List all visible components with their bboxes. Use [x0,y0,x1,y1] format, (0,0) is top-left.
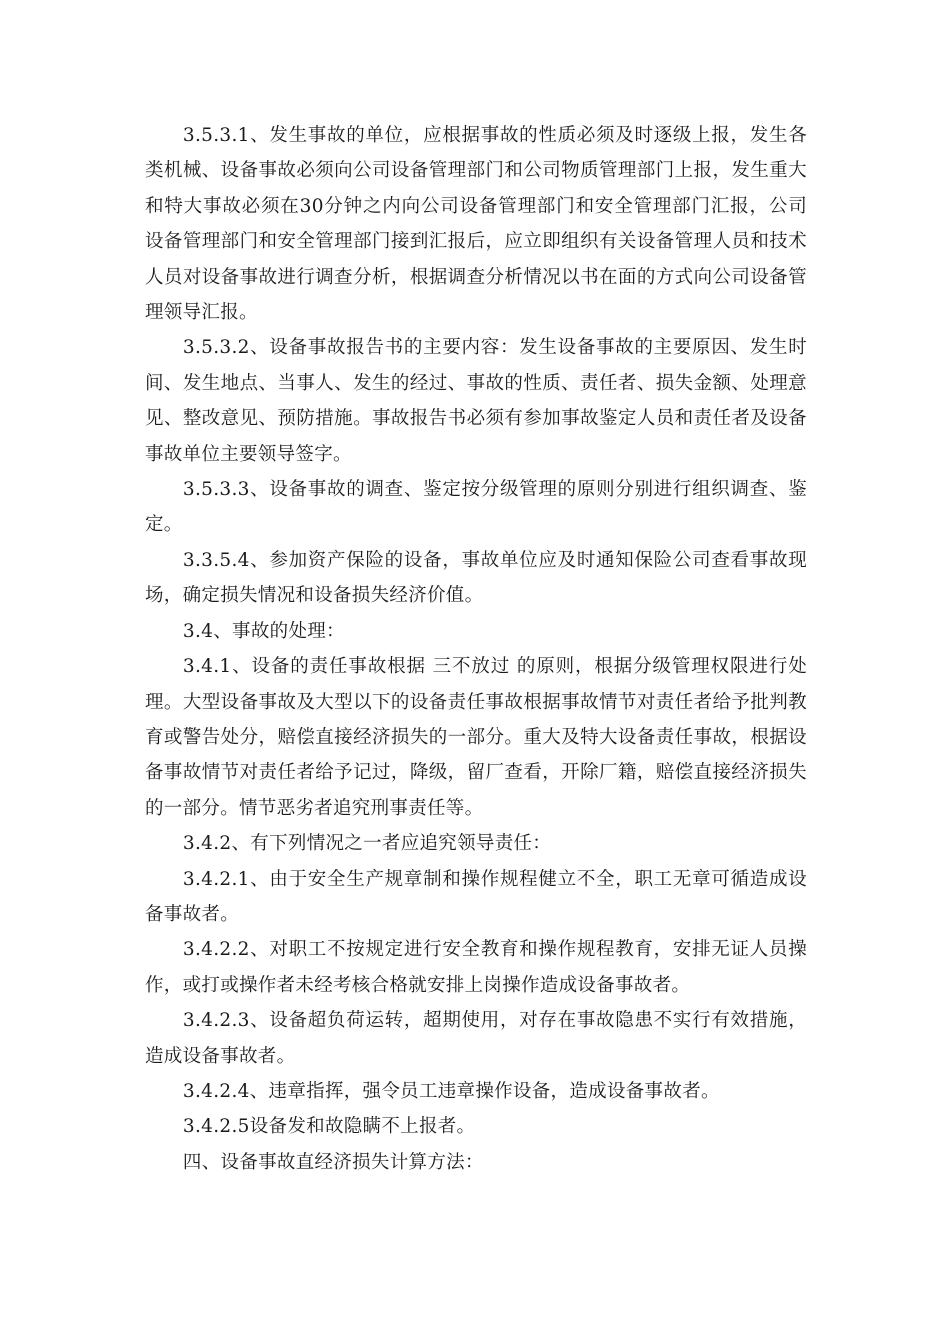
document-body [145,118,807,1180]
paragraph-3-4-2-3: 3.4.2.3、设备超负荷运转，超期使用，对存在事故隐患不实行有效措施，造成设备事故者。 [145,1010,807,1067]
paragraph-3-4-2-5: 3.4.2.5设备发和故隐瞒不上报者。 [182,1116,476,1138]
paragraph-3-4-2-2: 3.4.2.2、对职工不按规定进行安全教育和操作规程教育，安排无证人员操作，或打或操作者未经考核合格就安排上岗操作造成设备事故者。 [145,939,807,996]
paragraph-3-5-3-2: 3.5.3.2、设备事故报告书的主要内容：发生设备事故的主要原因、发生时间、发生地点、当事人、发生的经过、事故的性质、责任者、损失金额、处理意见、整改意见、预防措施。事故报告书必须有参加事故鉴定人员和责任者及设备事故单位主要领导签字。 [145,337,807,465]
paragraph-3-5-3-1: 3.5.3.1、发生事故的单位，应根据事故的性质必须及时逐级上报，发生各类机械、设备事故必须向公司设备管理部门和公司物质管理部门上报，发生重大和特大事故必须在30分钟之内向公司设备管理部门和安全管理部门汇报，公司设备管理部门和安全管理部门接到汇报后，应立即组织有关设备管理人员和技术人员对设备事故进行调查分析，根据调查分析情况以书在面的方式向公司设备管理领导汇报。 [145,125,807,324]
section-heading-3-4: 3.4、事故的处理： [182,620,345,642]
paragraph-3-4-2-1: 3.4.2.1、由于安全生产规章制和操作规程健立不全，职工无章可循造成设备事故者。 [145,868,807,925]
paragraph-3-3-5-4: 3.3.5.4、参加资产保险的设备，事故单位应及时通知保险公司查看事故现场，确定损失情况和设备损失经济价值。 [145,549,807,607]
paragraph-3-4-2-4: 3.4.2.4、违章指挥，强令员工违章操作设备，造成设备事故者。 [182,1080,720,1102]
paragraph-3-5-3-3: 3.5.3.3、设备事故的调查、鉴定按分级管理的原则分别进行组织调查、鉴定。 [145,479,807,536]
section-heading-4: 四、设备事故直经济损失计算方法： [182,1151,484,1173]
paragraph-3-4-1: 3.4.1、设备的责任事故根据 三不放过 的原则，根据分级管理权限进行处理。大型设备事故及大型以下的设备责任事故根据事故情节对责任者给予批判教育或警告处分，赔偿直接经济损失的一部分。重大及特大设备责任事故，根据设备事故情节对责任者给予记过，降级，留厂查看，开除厂籍，赔偿直接经济损失的一部分。情节恶劣者追究刑事责任等。 [145,656,807,819]
paragraph-3-4-2: 3.4.2、有下列情况之一者应追究领导责任： [182,833,552,855]
